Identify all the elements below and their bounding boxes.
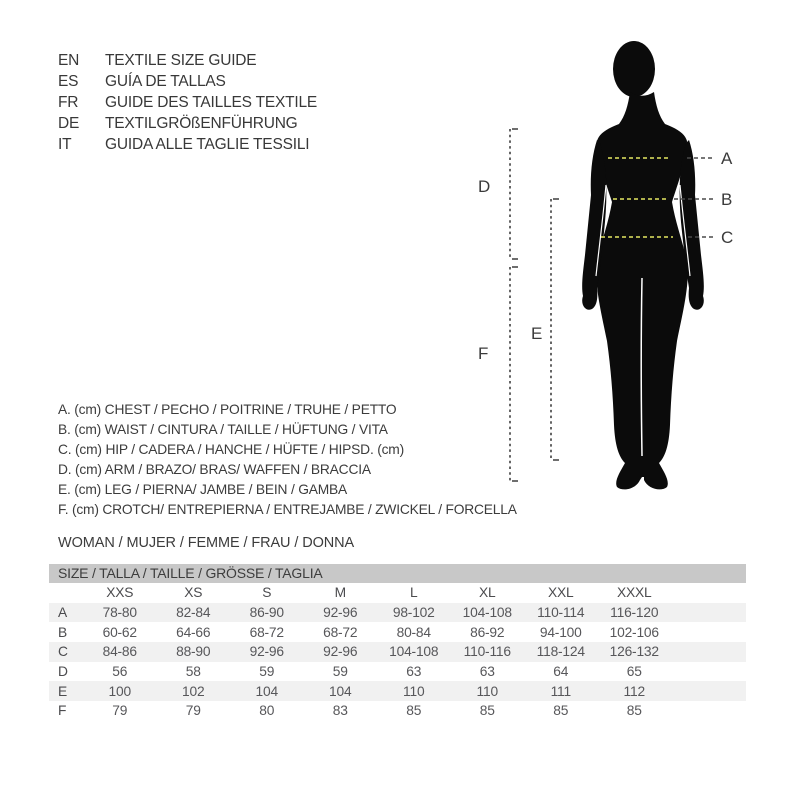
- size-table-header-label: SIZE / TALLA / TAILLE / GRÖSSE / TAGLIA: [58, 565, 323, 582]
- size-value-cell: 86-92: [470, 624, 505, 640]
- label-leg-E: E: [531, 324, 543, 343]
- woman-silhouette: [582, 41, 704, 491]
- size-value-cell: 104: [230, 681, 304, 701]
- size-value-cell: 100: [83, 681, 157, 701]
- size-table-header-bar: [49, 564, 746, 583]
- language-code: IT: [58, 135, 72, 153]
- measure-row-label: B: [58, 624, 68, 640]
- legend-line: A. (cm) CHEST / PECHO / POITRINE / TRUHE / PETTO: [58, 401, 397, 417]
- language-code: FR: [58, 93, 79, 111]
- size-value-cell: 110-114: [524, 603, 598, 623]
- size-value-cell: 110: [451, 681, 525, 701]
- measure-row-label: F: [58, 703, 67, 719]
- size-column-header: L: [377, 583, 451, 603]
- size-table-body: [49, 583, 746, 721]
- filler-cell: [671, 701, 746, 721]
- size-value-cell: 92-96: [304, 603, 378, 623]
- size-value-cell: 85: [479, 703, 495, 719]
- legend-line: B. (cm) WAIST / CINTURA / TAILLE / HÜFTUNG / VITA: [58, 421, 388, 437]
- filler-cell: [671, 622, 746, 642]
- size-value-cell: 64-66: [176, 624, 211, 640]
- size-value-cell: 78-80: [83, 603, 157, 623]
- size-value-cell: 104: [304, 681, 378, 701]
- filler-cell: [671, 603, 746, 623]
- size-value-cell: 112: [598, 681, 672, 701]
- size-value-cell: 83: [332, 703, 348, 719]
- language-row: [58, 113, 317, 134]
- table-row: [49, 662, 746, 682]
- filler-cell: [671, 681, 746, 701]
- filler-cell: [671, 642, 746, 662]
- silhouette-head: [613, 41, 655, 97]
- filler-cell: [671, 583, 746, 603]
- language-row: [58, 134, 317, 155]
- size-value-cell: 56: [112, 663, 128, 679]
- size-value-cell: 58: [185, 663, 201, 679]
- size-column-header: XXXL: [598, 583, 672, 603]
- language-title: TEXTILE SIZE GUIDE: [105, 51, 257, 69]
- size-value-cell: 85: [626, 703, 642, 719]
- label-arm-D: D: [478, 177, 491, 196]
- size-value-cell: 80-84: [396, 624, 431, 640]
- size-value-cell: 104-108: [451, 603, 525, 623]
- measurement-legend: [58, 399, 517, 519]
- arm-length-ticks: [512, 129, 518, 259]
- language-title: GUIDA ALLE TAGLIE TESSILI: [105, 135, 310, 153]
- size-value-cell: 63: [479, 663, 495, 679]
- size-value-cell: 64: [553, 663, 569, 679]
- size-value-cell: 102-106: [609, 624, 659, 640]
- label-waist-B: B: [721, 190, 733, 209]
- size-value-cell: 126-132: [598, 642, 672, 662]
- leg-length-ticks: [553, 199, 559, 460]
- language-title: GUÍA DE TALLAS: [105, 72, 226, 90]
- size-value-cell: 65: [626, 663, 642, 679]
- size-column-header: XXL: [524, 583, 598, 603]
- size-value-cell: 85: [406, 703, 422, 719]
- label-crotch-F: F: [478, 344, 489, 363]
- language-title: GUIDE DES TAILLES TEXTILE: [105, 93, 318, 111]
- size-column-header: M: [304, 583, 378, 603]
- size-table: [49, 583, 746, 721]
- language-title-list: [58, 50, 317, 155]
- size-value-cell: 104-108: [377, 642, 451, 662]
- size-table-wrap: [49, 564, 746, 721]
- size-value-cell: 84-86: [83, 642, 157, 662]
- size-value-cell: 110-116: [451, 642, 525, 662]
- size-value-cell: 88-90: [157, 642, 231, 662]
- legend-line: F. (cm) CROTCH/ ENTREPIERNA / ENTREJAMBE / ZWICKEL / FORCELLA: [58, 501, 517, 517]
- table-row: [49, 701, 746, 721]
- section-title-woman: WOMAN / MUJER / FEMME / FRAU / DONNA: [58, 535, 355, 551]
- size-value-cell: 92-96: [230, 642, 304, 662]
- size-value-cell: 60-62: [102, 624, 137, 640]
- size-value-cell: 116-120: [598, 603, 672, 623]
- filler-cell: [671, 662, 746, 682]
- size-value-cell: 59: [259, 663, 275, 679]
- size-value-cell: 98-102: [377, 603, 451, 623]
- size-value-cell: 102: [157, 681, 231, 701]
- size-value-cell: 86-90: [230, 603, 304, 623]
- size-value-cell: 79: [112, 703, 128, 719]
- size-value-cell: 111: [524, 681, 598, 701]
- legend-line: E. (cm) LEG / PIERNA/ JAMBE / BEIN / GAMBA: [58, 481, 348, 497]
- size-value-cell: 94-100: [539, 624, 582, 640]
- size-value-cell: 82-84: [157, 603, 231, 623]
- size-value-cell: 59: [332, 663, 348, 679]
- size-value-cell: 79: [185, 703, 201, 719]
- size-value-cell: 118-124: [524, 642, 598, 662]
- measure-row-label: C: [49, 642, 83, 662]
- language-row: [58, 71, 317, 92]
- language-code: ES: [58, 72, 79, 90]
- legend-line: D. (cm) ARM / BRAZO/ BRAS/ WAFFEN / BRACCIA: [58, 461, 371, 477]
- legend-line: C. (cm) HIP / CADERA / HANCHE / HÜFTE / HIPSD. (cm): [58, 441, 404, 457]
- size-value-cell: 68-72: [249, 624, 284, 640]
- table-row: [49, 642, 746, 662]
- size-value-cell: 85: [553, 703, 569, 719]
- measure-row-label: A: [49, 603, 83, 623]
- length-lines: [510, 129, 559, 481]
- table-row: [49, 681, 746, 701]
- size-value-cell: 68-72: [323, 624, 358, 640]
- size-column-header: XXS: [83, 583, 157, 603]
- size-column-header: XS: [157, 583, 231, 603]
- size-column-header: XL: [451, 583, 525, 603]
- measure-row-label: E: [49, 681, 83, 701]
- size-column-header-row: [49, 583, 746, 603]
- size-value-cell: 110: [377, 681, 451, 701]
- language-title: TEXTILGRÖßENFÜHRUNG: [105, 114, 298, 132]
- table-row: [49, 622, 746, 642]
- label-chest-A: A: [721, 149, 733, 168]
- language-row: [58, 50, 317, 71]
- size-value-cell: 80: [259, 703, 275, 719]
- language-row: [58, 92, 317, 113]
- label-hip-C: C: [721, 228, 734, 247]
- size-column-header: S: [230, 583, 304, 603]
- language-code: DE: [58, 114, 80, 132]
- size-value-cell: 92-96: [304, 642, 378, 662]
- language-code: EN: [58, 51, 80, 69]
- table-row: [49, 603, 746, 623]
- size-value-cell: 63: [406, 663, 422, 679]
- measure-row-label: D: [58, 663, 68, 679]
- row-label-spacer: [49, 583, 83, 603]
